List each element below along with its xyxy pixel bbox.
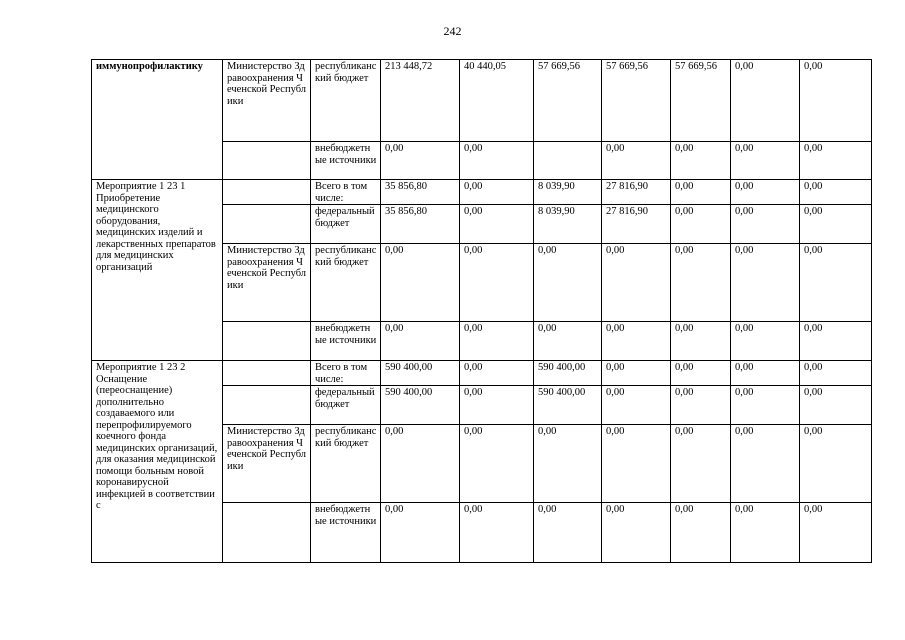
value-cell: 0,00 <box>800 322 872 361</box>
value-cell: 0,00 <box>731 425 800 503</box>
value-cell: 590 400,00 <box>381 361 460 386</box>
value-cell: 0,00 <box>381 142 460 180</box>
value-cell: 0,00 <box>460 425 534 503</box>
value-cell: 8 039,90 <box>534 180 602 205</box>
measure-cell: Мероприятие 1 23 2 Оснащение (переоснащение) дополнительно создаваемого или перепрофилируемого коечного фонда медицинских организаций, для оказания медицинской помощи больным новой коронавирусной инфекцией в соответствии с <box>92 361 223 563</box>
value-cell: 27 816,90 <box>602 205 671 244</box>
executor-cell <box>223 322 311 361</box>
value-cell: 0,00 <box>602 425 671 503</box>
value-cell: 0,00 <box>460 322 534 361</box>
value-cell: 0,00 <box>460 142 534 180</box>
value-cell: 40 440,05 <box>460 60 534 142</box>
value-cell: 8 039,90 <box>534 205 602 244</box>
value-cell: 0,00 <box>460 244 534 322</box>
budget-table <box>91 59 872 563</box>
value-cell: 213 448,72 <box>381 60 460 142</box>
value-cell: 0,00 <box>671 244 731 322</box>
value-cell: 0,00 <box>602 361 671 386</box>
value-cell: 0,00 <box>460 180 534 205</box>
value-cell: 0,00 <box>671 180 731 205</box>
value-cell: 0,00 <box>800 180 872 205</box>
measure-cell: Мероприятие 1 23 1 Приобретение медицинского оборудования, медицинских изделий и лекарственных препаратов для медицинских организаций <box>92 180 223 361</box>
value-cell: 0,00 <box>671 322 731 361</box>
value-cell: 0,00 <box>460 503 534 563</box>
value-cell: 0,00 <box>381 503 460 563</box>
value-cell: 0,00 <box>602 386 671 425</box>
value-cell: 0,00 <box>800 361 872 386</box>
executor-cell <box>223 180 311 205</box>
executor-cell <box>223 361 311 386</box>
value-cell: 57 669,56 <box>534 60 602 142</box>
executor-cell: Министерство Здравоохранения Чеченской Республики <box>223 244 311 322</box>
table-row <box>92 361 872 386</box>
page-number: 242 <box>443 24 462 38</box>
value-cell: 0,00 <box>731 142 800 180</box>
executor-cell <box>223 386 311 425</box>
value-cell: 0,00 <box>731 361 800 386</box>
value-cell: 0,00 <box>460 205 534 244</box>
table-row <box>92 180 872 205</box>
value-cell: 0,00 <box>671 425 731 503</box>
executor-cell: Министерство Здравоохранения Чеченской Республики <box>223 60 311 142</box>
value-cell: 0,00 <box>731 322 800 361</box>
value-cell: 590 400,00 <box>381 386 460 425</box>
value-cell: 0,00 <box>671 205 731 244</box>
funding-source-cell: Всего в том числе: <box>311 361 381 386</box>
value-cell: 590 400,00 <box>534 361 602 386</box>
value-cell: 0,00 <box>731 205 800 244</box>
value-cell: 0,00 <box>460 361 534 386</box>
value-cell: 0,00 <box>800 503 872 563</box>
executor-cell <box>223 503 311 563</box>
value-cell: 0,00 <box>602 142 671 180</box>
executor-cell <box>223 205 311 244</box>
funding-source-cell: внебюджетные источники <box>311 142 381 180</box>
value-cell: 0,00 <box>731 60 800 142</box>
value-cell: 0,00 <box>800 60 872 142</box>
executor-cell <box>223 142 311 180</box>
value-cell: 0,00 <box>731 244 800 322</box>
funding-source-cell: внебюджетные источники <box>311 322 381 361</box>
value-cell: 0,00 <box>731 503 800 563</box>
value-cell: 0,00 <box>800 244 872 322</box>
value-cell: 35 856,80 <box>381 205 460 244</box>
value-cell <box>534 142 602 180</box>
funding-source-cell: республиканский бюджет <box>311 60 381 142</box>
value-cell: 0,00 <box>381 244 460 322</box>
value-cell: 0,00 <box>671 386 731 425</box>
funding-source-cell: Всего в том числе: <box>311 180 381 205</box>
value-cell: 0,00 <box>800 386 872 425</box>
value-cell: 0,00 <box>602 244 671 322</box>
value-cell: 35 856,80 <box>381 180 460 205</box>
funding-source-cell: федеральный бюджет <box>311 386 381 425</box>
value-cell: 57 669,56 <box>602 60 671 142</box>
value-cell: 0,00 <box>731 180 800 205</box>
value-cell: 0,00 <box>731 386 800 425</box>
value-cell: 0,00 <box>381 425 460 503</box>
value-cell: 0,00 <box>381 322 460 361</box>
value-cell: 0,00 <box>671 361 731 386</box>
value-cell: 0,00 <box>800 425 872 503</box>
value-cell: 0,00 <box>671 142 731 180</box>
funding-source-cell: республиканский бюджет <box>311 244 381 322</box>
value-cell: 0,00 <box>602 503 671 563</box>
value-cell: 0,00 <box>800 205 872 244</box>
value-cell: 590 400,00 <box>534 386 602 425</box>
table-row <box>92 60 872 142</box>
value-cell: 0,00 <box>534 425 602 503</box>
value-cell: 57 669,56 <box>671 60 731 142</box>
value-cell: 0,00 <box>602 322 671 361</box>
funding-source-cell: федеральный бюджет <box>311 205 381 244</box>
funding-source-cell: республиканский бюджет <box>311 425 381 503</box>
executor-cell: Министерство Здравоохранения Чеченской Республики <box>223 425 311 503</box>
value-cell: 0,00 <box>534 503 602 563</box>
value-cell: 0,00 <box>534 244 602 322</box>
funding-source-cell: внебюджетные источники <box>311 503 381 563</box>
value-cell: 0,00 <box>534 322 602 361</box>
value-cell: 0,00 <box>671 503 731 563</box>
value-cell: 27 816,90 <box>602 180 671 205</box>
value-cell: 0,00 <box>460 386 534 425</box>
measure-cell: иммунопрофилактику <box>92 60 223 180</box>
value-cell: 0,00 <box>800 142 872 180</box>
